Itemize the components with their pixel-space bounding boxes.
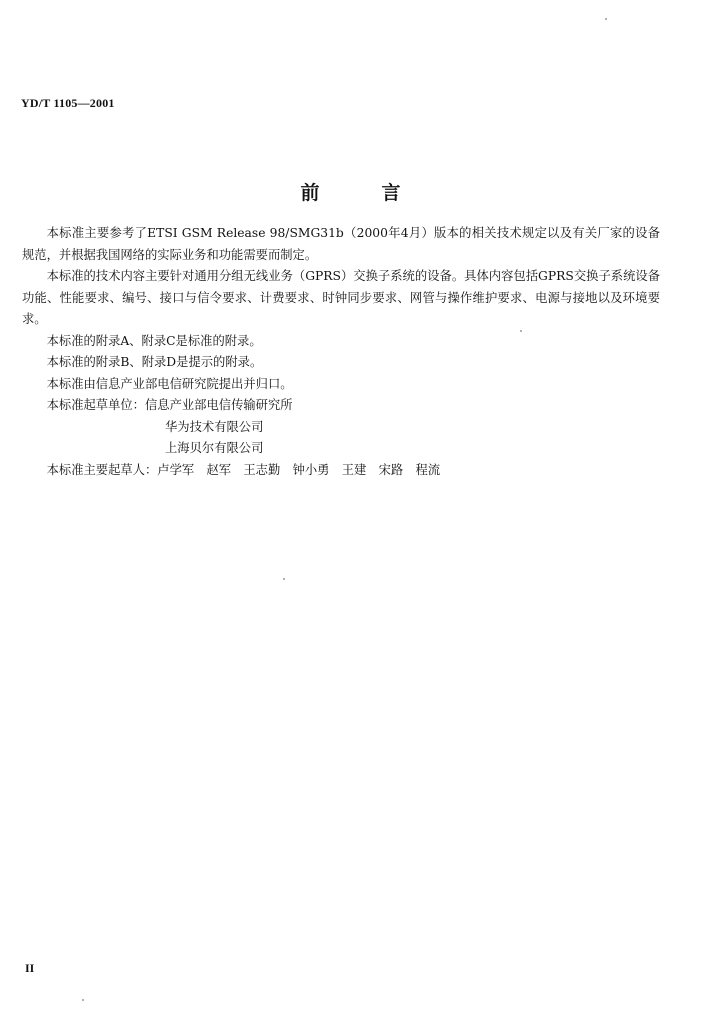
- paragraph-informative-annex: 本标准的附录B、附录D是提示的附录。: [46, 355, 263, 369]
- drafters-line: [22, 460, 660, 482]
- standard-code: YD/T 1105—2001: [21, 96, 115, 110]
- drafters-names: 卢学军 赵军 王志勤 钟小勇 王建 宋路 程流: [157, 462, 441, 477]
- drafting-unit: 上海贝尔有限公司: [165, 441, 264, 455]
- scan-speck: [605, 18, 607, 20]
- drafting-units-line: [22, 395, 660, 417]
- scan-speck: [82, 999, 84, 1001]
- paragraph-reference: 本标准主要参考了ETSI GSM Release 98/SMG31b（2000年4月）版本的相关技术规定以及有关厂家的设备规范，并根据我国网络的实际业务和功能需要而制定。: [22, 226, 660, 262]
- drafters-label: 本标准主要起草人：: [46, 462, 158, 477]
- foreword-body: [22, 223, 660, 481]
- drafting-unit: 华为技术有限公司: [165, 419, 264, 434]
- page-number: II: [25, 961, 35, 975]
- drafting-units-label: 本标准起草单位：: [46, 398, 145, 412]
- drafting-unit: 信息产业部电信传输研究所: [144, 398, 293, 412]
- paragraph-normative-annex: 本标准的附录A、附录C是标准的附录。: [46, 333, 262, 348]
- scan-speck: [283, 578, 285, 580]
- paragraph-proposer: 本标准由信息产业部电信研究院提出并归口。: [46, 376, 293, 391]
- scan-speck: [520, 330, 522, 332]
- page-title: 前言: [300, 182, 463, 204]
- paragraph-scope: 本标准的技术内容主要针对通用分组无线业务（GPRS）交换子系统的设备。具体内容包括GPRS交换子系统设备功能、性能要求、编号、接口与信令要求、计费要求、时钟同步要求、网管与操作维护要求、电源与接地以及环境要求。: [22, 269, 660, 326]
